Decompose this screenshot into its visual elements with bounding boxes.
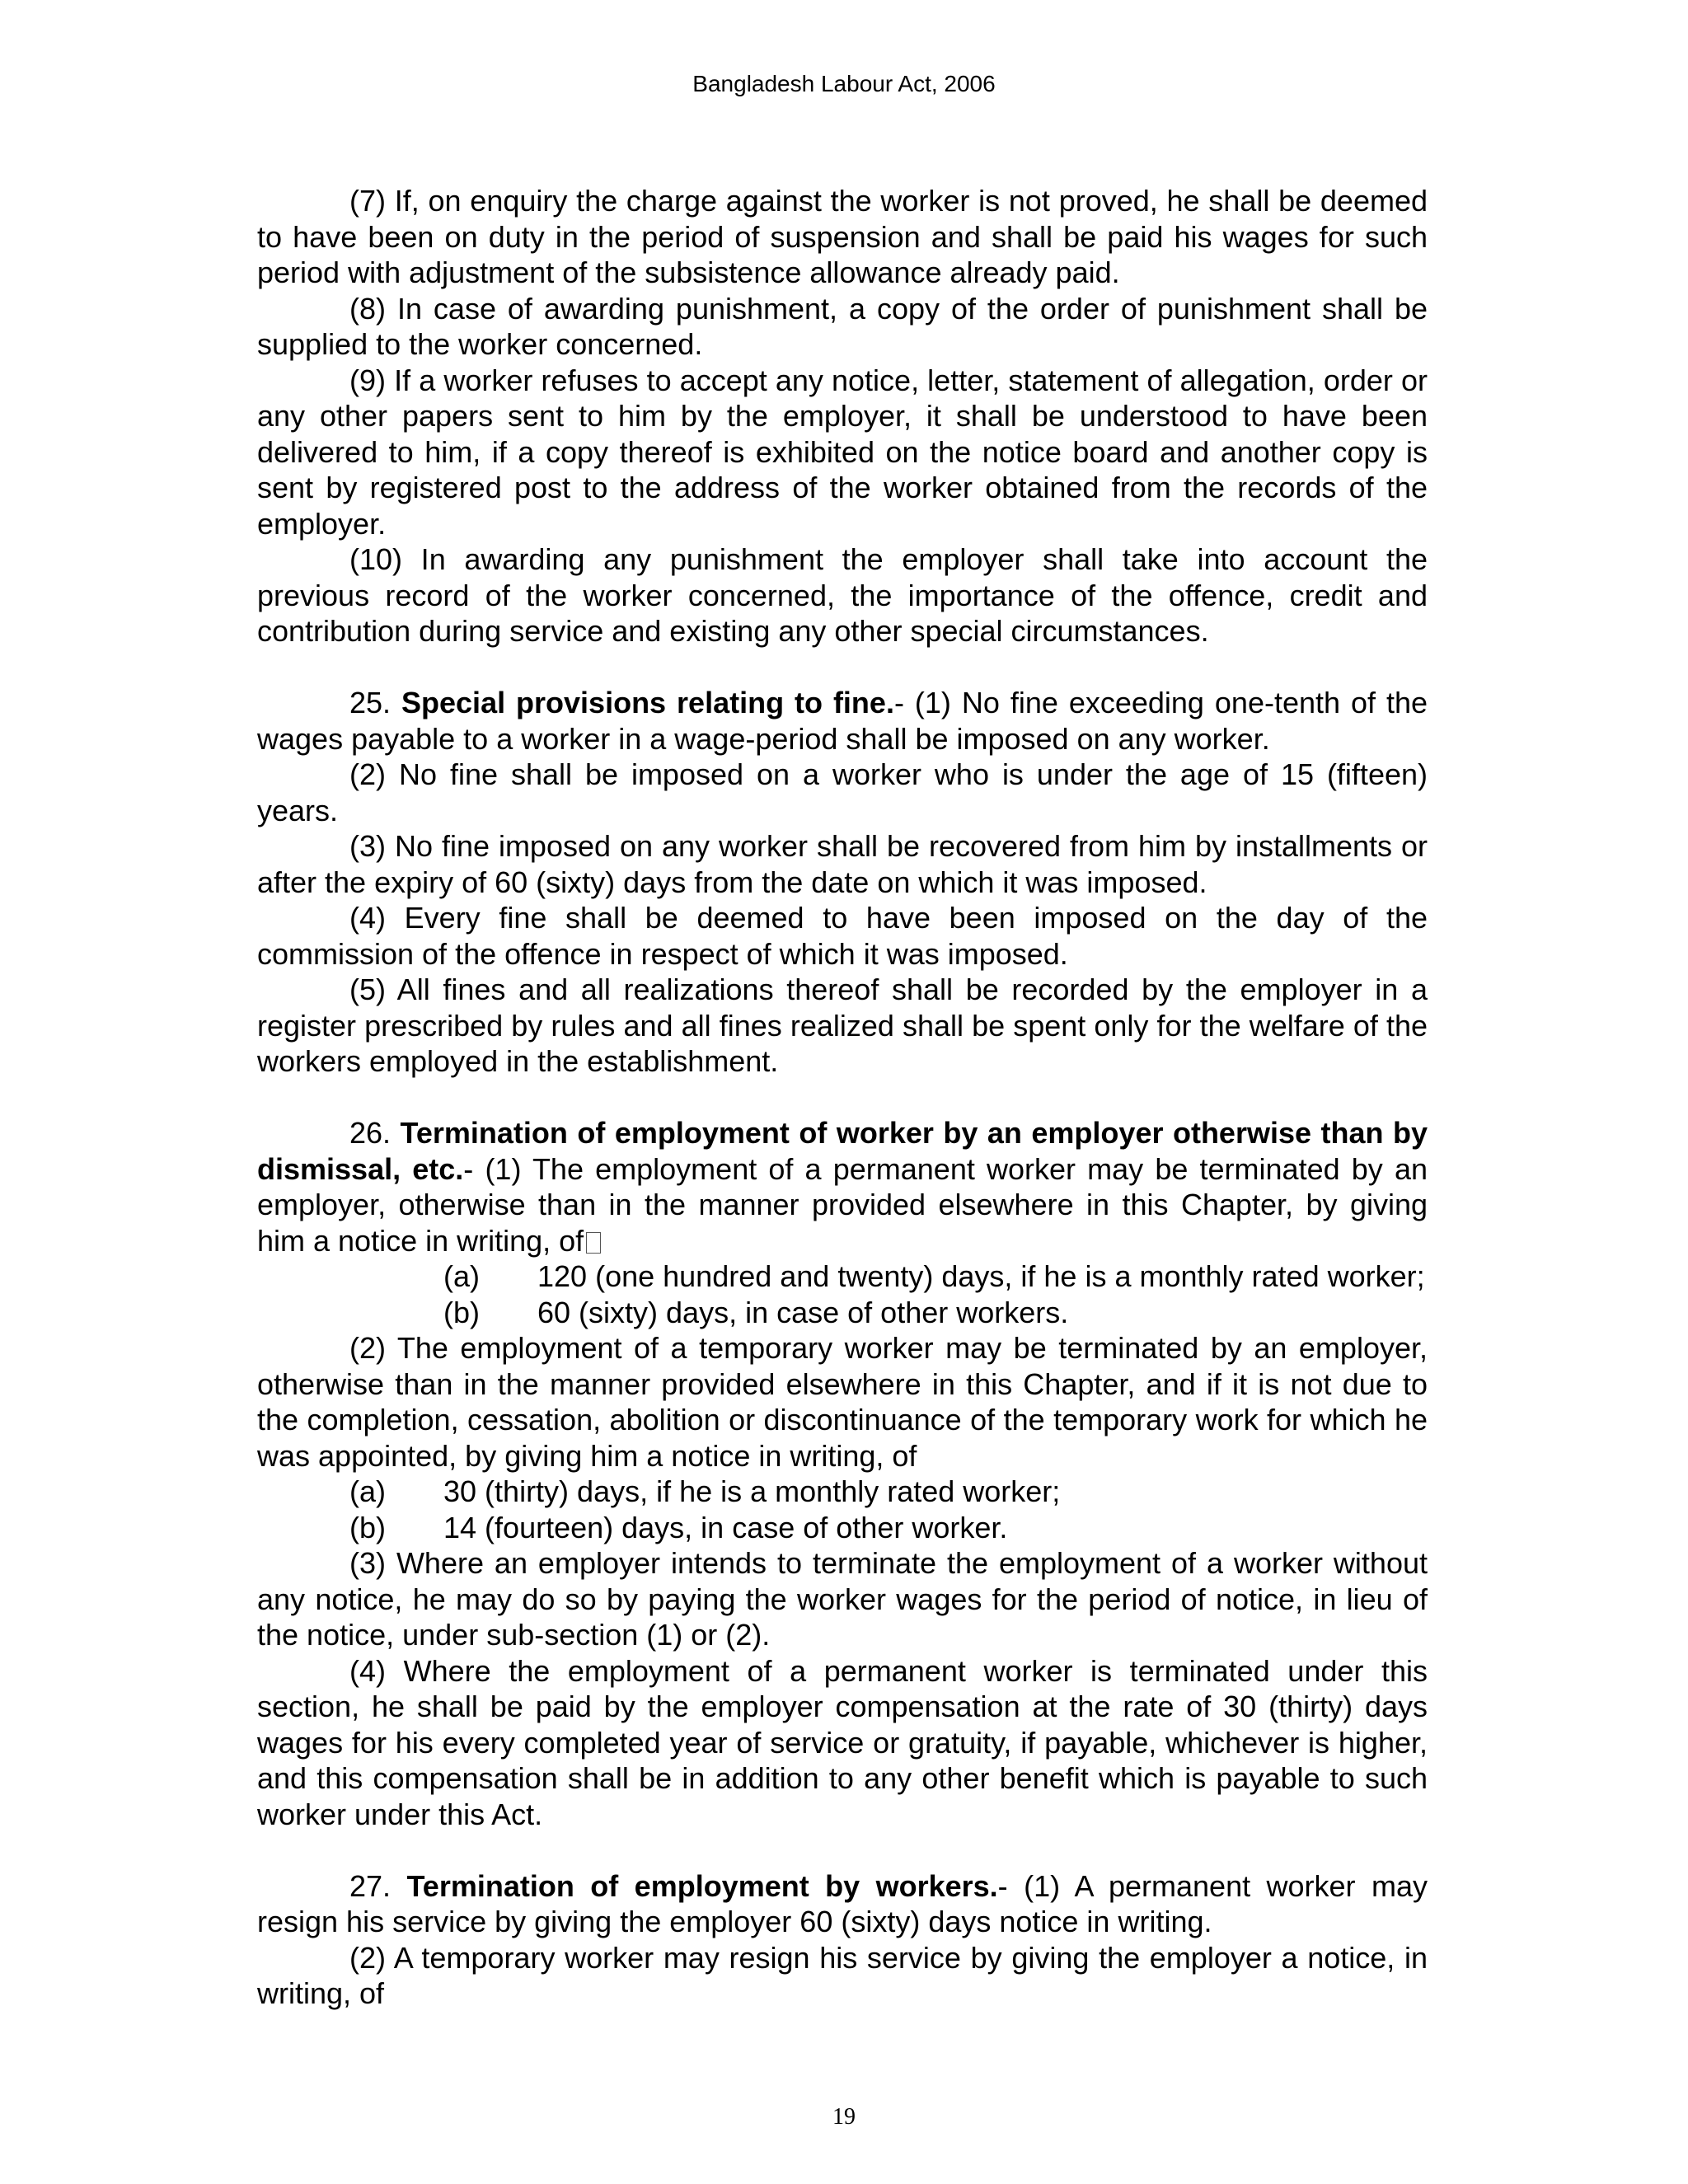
section-heading: Special provisions relating to fine. xyxy=(401,686,894,719)
running-header: Bangladesh Labour Act, 2006 xyxy=(692,71,996,96)
section-intro: - (1) The employment of a permanent worker may be terminated by an employer, otherwise than in the manner provided elsewhere in this Chapter, by giving him a notice in writing, of xyxy=(257,1151,1428,1258)
spacer xyxy=(257,1080,1428,1116)
section-intro: - (1) No fine exceeding one-tenth of the wages payable to a worker in a wage-period shall be imposed on any worker. xyxy=(257,686,1428,756)
page-number: 19 xyxy=(832,2104,856,2130)
missing-glyph-box xyxy=(586,1232,601,1254)
spacer xyxy=(257,649,1428,686)
list-item xyxy=(257,1510,1428,1546)
section-25-sub-3: (3) No fine imposed on any worker shall be recovered from him by installments or after the expiry of 60 (sixty) days from the date on which it was imposed. xyxy=(257,829,1428,899)
section-26-sub-3: (3) Where an employer intends to terminate the employment of a worker without any notice, he may do so by paying the worker wages for the period of notice, in lieu of the notice, under sub-section (1) or (2). xyxy=(257,1546,1428,1652)
section-heading: Termination of employment by workers. xyxy=(406,1868,998,1903)
clause-9: (9) If a worker refuses to accept any notice, letter, statement of allegation, order or any other papers sent to him by the employer, it shall be understood to have been delivered to him, if a copy thereof is exhibited on the notice board and another copy is sent by registered post to the address of the worker obtained from the records of the employer. xyxy=(257,363,1428,541)
list-label: (b) xyxy=(349,1510,386,1544)
spacer xyxy=(257,1832,1428,1868)
clause-7: (7) If, on enquiry the charge against the worker is not proved, he shall be deemed to have been on duty in the period of suspension and shall be paid his wages for such period with adjustment of the subsistence allowance already paid. xyxy=(257,184,1428,289)
list-text: 14 (fourteen) days, in case of other worker. xyxy=(443,1510,1008,1544)
section-27 xyxy=(257,1868,1428,1940)
section-26 xyxy=(257,1115,1428,1258)
section-25-sub-5: (5) All fines and all realizations thereof shall be recorded by the employer in a register prescribed by rules and all fines realized shall be spent only for the welfare of the workers employed in the establishment. xyxy=(257,972,1428,1078)
section-25-sub-4: (4) Every fine shall be deemed to have been imposed on the day of the commission of the offence in respect of which it was imposed. xyxy=(257,901,1428,971)
section-25-sub-2: (2) No fine shall be imposed on a worker who is under the age of 15 (fifteen) years. xyxy=(257,757,1428,827)
list-label: (a) xyxy=(349,1474,386,1508)
section-number: 25. xyxy=(349,686,392,719)
section-heading: Termination of employment of worker by an employer otherwise than by dismissal, etc. xyxy=(257,1116,1428,1186)
list-item xyxy=(257,1474,1428,1510)
section-26-sub-4: (4) Where the employment of a permanent worker is terminated under this section, he shall be paid by the employer compensation at the rate of 30 (thirty) days wages for his every completed year of service or gratuity, if payable, whichever is higher, and this compensation shall be in addition to any other benefit which is payable to such worker under this Act. xyxy=(257,1653,1428,1831)
list-text: 60 (sixty) days, in case of other workers. xyxy=(537,1295,1069,1329)
page-body xyxy=(257,183,1428,2012)
section-number: 26. xyxy=(349,1116,392,1150)
list-text: 30 (thirty) days, if he is a monthly rated worker; xyxy=(443,1474,1061,1508)
list-label: (a) xyxy=(443,1259,480,1293)
section-27-sub-2: (2) A temporary worker may resign his service by giving the employer a notice, in writing, of xyxy=(257,1940,1428,2010)
section-intro: - (1) A permanent worker may resign his service by giving the employer 60 (sixty) days notice in writing. xyxy=(257,1868,1428,1938)
list-label: (b) xyxy=(443,1295,480,1329)
list-item xyxy=(257,1295,1428,1331)
clause-10: (10) In awarding any punishment the employer shall take into account the previous record of the worker concerned, the importance of the offence, credit and contribution during service and existing any other special circumstances. xyxy=(257,542,1428,648)
section-25 xyxy=(257,685,1428,757)
section-number: 27. xyxy=(349,1868,392,1903)
clause-8: (8) In case of awarding punishment, a copy of the order of punishment shall be supplied to the worker concerned. xyxy=(257,291,1428,361)
list-text: 120 (one hundred and twenty) days, if he is a monthly rated worker; xyxy=(537,1259,1425,1293)
list-item xyxy=(257,1258,1428,1295)
section-26-sub-2: (2) The employment of a temporary worker may be terminated by an employer, otherwise than in the manner provided elsewhere in this Chapter, and if it is not due to the completion, cessation, abolition or discontinuance of the temporary work for which he was appointed, by giving him a notice in writing, of xyxy=(257,1331,1428,1473)
